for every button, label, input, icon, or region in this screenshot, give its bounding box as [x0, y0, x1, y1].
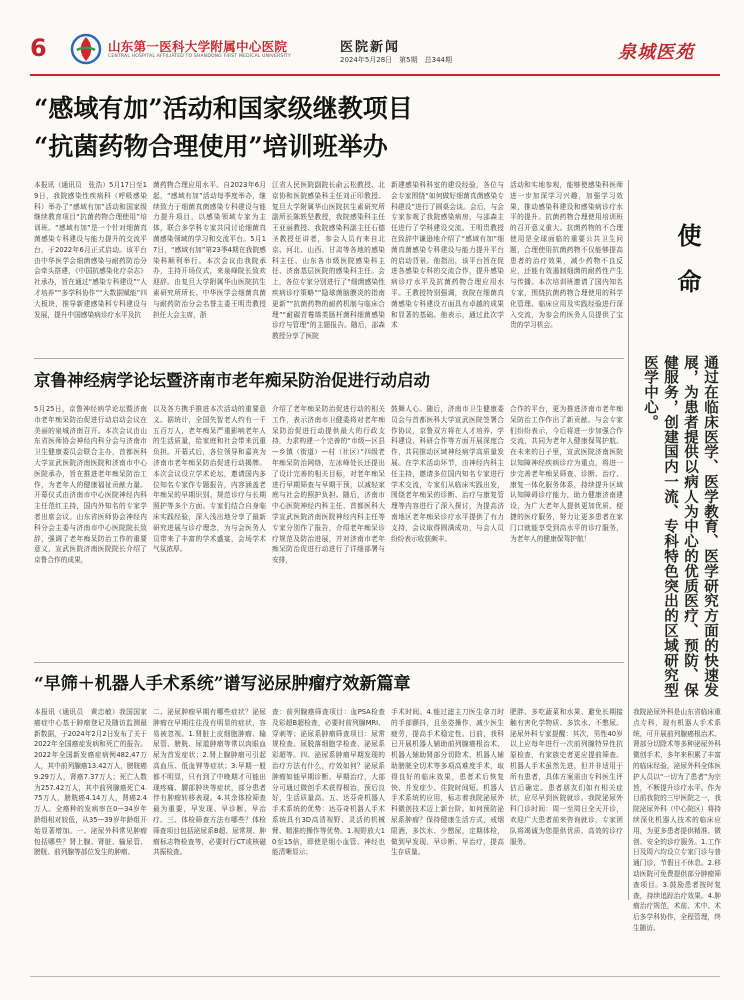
article3-column: 查：前列腺癌筛查项目：血PSA检查及彩超B超检查，必要时前列腺MRI、穿刺等；泌尿系肿瘤筛查项目：尿常规检查、尿脱落细胞学检查、泌尿系彩超等。四、泌尿系肿瘤早期发现的治疗方法有什么，疗效如何？泌尿系肿瘤如能早期诊断、早期治疗，大部分可通过微创手术获得根治，预后良好，生活质量高。五、达芬奇机器人手术系统的优势：达芬奇机器人手术系统具有3D高清视野、灵活的机械臂、精准的操作等优势。1.视野放大10至15倍，即使是细小血管、神经也能清晰显示；: [272, 708, 385, 857]
article1-column: 江省人民医院副院长俞云松教授、北京协和医院感染科主任刘正印教授、复旦大学附属华山医院抗生素研究所副所长陈轶坚教授，我院感染科主任王亚丽教授、我院感染科副主任石德圣教授任讲者，参会人员有来自北京、河北、山西、甘肃等各地的感染科主任、山东各市级医院感染科主任、济南基层医院的感染科主任。会上，各位专家分别进行了“细菌感染性疾病诊疗策略”“隐球菌脑膜炎的指南更新”“抗菌药物的耐药机制与临床合理”“耐碳青霉烯类肠杆菌科细菌感染诊疗与管理”的主题报告。随后，邵森教授分享了医院: [272, 181, 385, 341]
page-bottom-rule: [30, 976, 720, 977]
article3-column: 肥胖、多吃蔬菜和水果、避免长期接触有害化学物质、多饮水、不憋尿。泌尿外科专家提醒：其次，男性40岁以上应每年进行一次前列腺特异性抗原检查，有家族史者更应提前筛查。机器人手术虽然先进，但并非适用于所有患者，具体方案需由专科医生评估后确定。患者朋友们如有相关症状，应尽早到医院就诊。我院泌尿外科门诊时间：周一至周日全天开诊，欢迎广大患者前来咨询就诊，专家团队将竭诚为您提供优质、高效的诊疗服务。: [510, 708, 623, 846]
article2-column: 介绍了老年痴呆防治促进行动的相关工作，表示济南市卫健委将对老年痴呆防治促进行动提供最大的行政支持，力求构建一个完善的“市级—区县—乡镇（街道）—村（社区）”四级老年痴呆防治网络，左冰峰处长还提出了设计完善的相关目标，对老年痴呆进行早期筛查与早期干预，以减轻家庭与社会的照护负担。随后，济南市中心医院神经内科主任、首都医科大学宣武医院济南医院神经内科主任等专家分别作了报告，介绍老年痴呆诊疗规范及防治进展，并对济南市老年痴呆防治促进行动进行了详细部署与安排，: [272, 405, 385, 565]
article1-column: 本报讯（通讯员 张浩）5月17日至19日，我院感染性疾病科（呼吸感染科）举办了“感域有加”活动和国家级继续教育项目“抗菌药物合理使用”培训班。“感域有加”是一个针对细菌真菌感染专科建设与能力提升的交流平台，于2022年6月正式启动。该平台由中华医学会细菌感染与耐药防治分会牵头搭建，《中国抗感染化疗杂志》社承办，旨在通过“感染专科建设”“人才培养”“多学科协作”“大数据赋能”四大板块，推导新建感染科专科建设与发展，提升中国感染病诊疗水平及抗: [34, 181, 147, 319]
sidebar-divider: [628, 180, 629, 900]
article2-column: 鼓舞人心。随后，济南市卫生健康委员会与首都医科大学宣武医院签署合作协议，京鲁双方将在人才培养、学科建设、科研合作等方面开展深度合作，共同推动区域神经病学高质量发展。在学术活动环节，由神经内科主任主持，邀请多位国内知名专家进行学术交流，专家们从临床实践出发，围绕老年痴呆的诊断、治疗与康复管理等内容进行了深入探讨，为提高济南地区老年痴呆诊疗水平提供了有力支持，会议取得圆满成功，与会人员纷纷表示收获颇丰。: [391, 405, 504, 543]
article2-column: 以及各方携手推进本次活动的重要意义。据统计，全国失智老人约有一千五百万人，老年痴呆严重影响老年人的生活质量，给家庭和社会带来沉重负担。开幕式后，各位领导和嘉宾为济南市老年痴呆防治促进行动揭牌。本次会议设立学术论坛，邀请国内多位知名专家作专题报告，内容涵盖老年痴呆的早期识别、规范诊疗与长期照护等多个方面。专家们结合自身临床实践经验，深入浅出地分享了最新研究进展与诊疗理念，为与会医务人员带来了丰富的学术盛宴，会场学术气氛浓厚。: [153, 405, 266, 554]
article3-headline: “早筛＋机器人手术系统”谱写泌尿肿瘤疗效新篇章: [34, 674, 411, 694]
article2-column: 合作的平台，更为推进济南市老年痴呆防治工作作出了新贡献。与会专家们纷纷表示，今后将进一步加强合作交流，共同为老年人健康保驾护航。在未来的日子里，宣武医院济南医院以知障神经疾病诊疗为重点，将进一步完善老年痴呆筛查、诊断、治疗、康复一体化服务体系，持续提升区域认知障碍诊疗能力，助力健康济南建设，为广大老年人提供更加优质、便捷的医疗服务，努力让更多患者在家门口就能享受到高水平的诊疗服务，为老年人的健康保驾护航！: [510, 405, 623, 543]
article1-headline-line1: “感域有加”活动和国家级继教项目: [34, 94, 413, 123]
article1-column: 活动和实地参观，能够使感染科医师进一步加深学习兴趣，加强学习效果，推动感染科建设和感染病诊疗水平的提升。抗菌药物合理使用培训班的召开意义重大。抗菌药物的不合理使用是全球面临的重要公共卫生问题，合理使用抗菌药物不仅能够提高患者的治疗效果，减少药物不良反应，还能有效遏制细菌的耐药性产生与传播。本次培训班邀请了国内知名专家，围绕抗菌药物合理使用的科学化管理、临床应用及实践经验进行深入交流，为参会的医务人员提供了宝贵的学习机会。: [510, 181, 623, 330]
article1-headline-line2: “抗菌药物合理使用”培训班举办: [34, 132, 388, 161]
page-header: [30, 30, 720, 74]
article1-column: 菌药物合理应用水平。自2023年6月起，“感域有加”活动每季度举办，继续致力于细菌真菌感染专科建设与能力提升项目，以感染领域专家为主体，联合多学科专家共同讨论细菌真菌感染领域的学习和交流平台。5月17日，“感域有加”第23季4期在我院感染科顺利举行。本次会议由我院承办，主持开场仪式，来泉峰院长致欢迎辞。由复旦大学附属华山医院抗生素研究所所长、中华医学会细菌真菌与耐药防治分会名誉主委王明贵教授担任大会主席，浙: [153, 181, 266, 319]
paper-name: 医院新闻: [340, 40, 401, 55]
article3-column: 二、泌尿肿瘤早期有哪些症状？泌尿肿瘤在早期往往没有明显的症状，容易被忽视。1.肾脏上皮细胞肿瘤、输尿管、膀胱、尿道肿瘤等常以肉眼血尿为首发症状；2.肾上腺肿瘤可引起高血压、低血钾等症状；3.早期一般都不明显，只有到了中晚期才可能出现疼痛、腰部肿块等症状，部分患者伴有肿瘤转移表现。4.其余体检筛查最为重要，早发现、早诊断、早治疗。三、体检筛查方法有哪些？体检筛查项目包括泌尿系B超、尿常规、肿瘤标志物检查等，必要时行CT或核磁共振检查。: [153, 708, 266, 857]
article3-column: 本报讯（通讯员 黄忠敏）我国国家癌症中心基于肿瘤登记及随访监测最新数据，于2024年2月2日发布了关于2022年全国癌症发病和死亡的报告。2022年全国新发癌症病例482.47万人，其中前列腺癌13.42万人，膀胱癌9.29万人，肾癌7.37万人；死亡人数为257.42万人，其中前列腺癌死亡4.75万人，膀胱癌4.14万人，肾癌2.4万人。全癌种的发病率在0—34岁年龄组相对较低，从35—39岁年龄组开始显著增加。一、泌尿外科常见肿瘤包括哪些？肾上腺、肾脏、输尿管、膀胱、前列腺等部位发生的肿瘤。: [34, 708, 147, 857]
article2-column: 5月25日，京鲁神经病学论坛暨济南市老年痴呆防治促进行动启动会议在美丽的泉城济南召开。本次会议由山东省医师协会神经内科分会与济南市卫生健康委员会联合主办，首都医科大学宣武医院济南医院和济南市中心医院承办，旨在推进老年痴呆防治工作，为老年人的健康福祉贡献力量。开幕仪式由济南市中心医院神经内科主任范红主持，国内外知名的专家学者出席会议。山东省医师协会神经内科分会主委与济南市中心医院院长致辞，强调了老年痴呆防治工作的重要意义，宣武医院济南医院院长介绍了京鲁合作的成果，: [34, 405, 147, 565]
header-rule: [30, 74, 720, 76]
hospital-logo-icon: [70, 33, 102, 65]
page-number: 6: [30, 34, 47, 62]
mission-text: 通过在临床医学、医学教育、医学研究方面的快速发展，为患者提供以病人为中心的优质医疗、预防、保健服务，创建国内一流、专科特色突出的区域研究型医学中心。: [642, 355, 718, 698]
hospital-name-en: CENTRAL HOSPITAL AFFILIATED TO SHANDONG FIRST MEDICAL UNIVERSITY: [108, 54, 291, 59]
article3-top-rule: [34, 662, 624, 663]
article3-side-column: 我院泌尿外科是山东省临床重点专科，现有机器人手术系统，可开展前列腺癌根治术、肾部分切除术等多种泌尿外科微创手术，多年来积累了丰富的临床经验，泌尿外科全体医护人员以“一切为了患者”为宗旨，不断提升诊疗水平。作为目前我院的三甲医院之一，我院泌尿外科（中心院区）将持续深化机器人技术的临床应用，为更多患者提供精准、微创、安全的诊疗服务。1.工作日及周六均设立专家门诊与普通门诊，节假日不休息。2.移动医院可免费提供部分肿瘤筛查项目。3.鼓励患者按时复查，持续追踪治疗效果。4.肿瘤治疗规范，术前、术中、术后多学科协作，全程管理，终生随访。: [633, 708, 721, 932]
article2-headline: 京鲁神经病学论坛暨济南市老年痴呆防治促进行动启动: [34, 371, 430, 390]
article2-top-rule: [34, 358, 624, 359]
hospital-name-cn: 山东第一医科大学附属中心医院: [108, 39, 288, 54]
article3-column: 手术时间。4.能过滤主刀医生拿刀时的手部颤抖，且坐姿操作，减少医生疲劳，提高手术稳定性。目前，我科已开展机器人辅助前列腺癌根治术、机器人辅助肾部分切除术、机器人辅助膀胱全切术等多项高难度手术，取得良好的临床效果，患者术后恢复快、并发症少、住院时间短。机器人手术系统的应用，标志着我院泌尿外科微创技术迈上新台阶。如何预防泌尿系肿瘤？保持健康生活方式，戒烟限酒，多饮水、少憋尿，定期体检，做到早发现、早诊断、早治疗，提高生存质量。: [391, 708, 504, 857]
article1-column: 新建感染科科室的建设经验，各位与会专家围绕“如何做好细菌真菌感染专科建设”进行了圆桌会谈。会后，与会专家参观了我院感染病房，与邵森主任进行了学科建设交流。王明贵教授在致辞中谦逊地介绍了“感域有加”细菌真菌感染专科建设与能力提升平台的启动背景。他指出，该平台旨在促进各感染专科的交流合作，提升感染病诊疗水平及抗菌药物合理应用水平。王教授特别强调，我院在细菌真菌感染专科建设方面具有卓越的成果和显著的基础。他表示，通过此次学术: [391, 181, 504, 330]
issue-date-line: 2024年5月28日 第5期 总344期: [340, 56, 452, 64]
column-name: 泉城医苑: [618, 42, 694, 63]
mission-title: 使命: [673, 223, 701, 315]
